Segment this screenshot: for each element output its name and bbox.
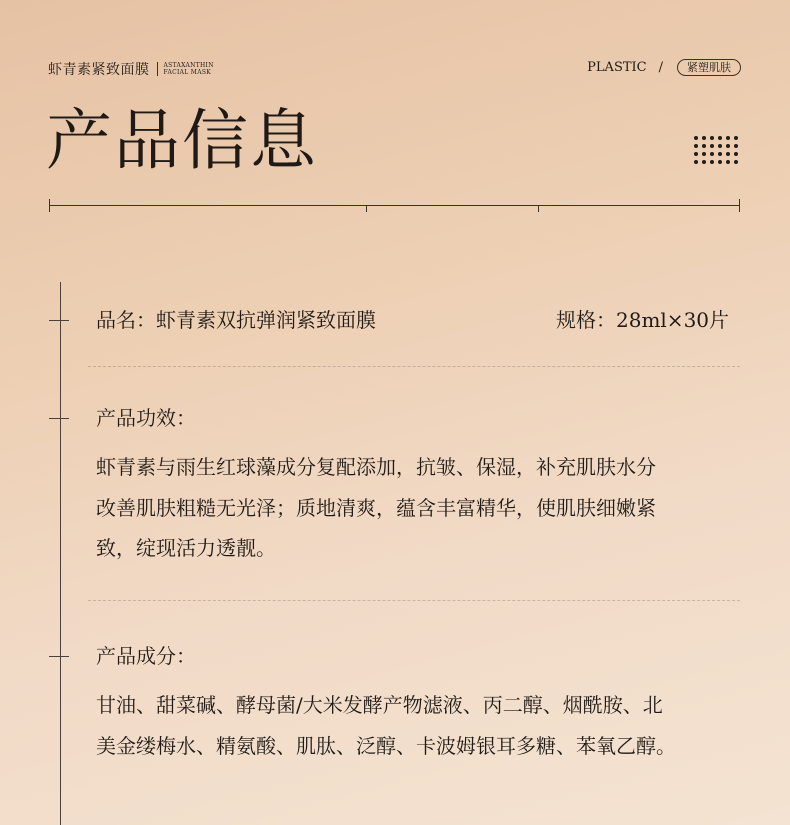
dot (710, 136, 714, 140)
brand-name-cn: 虾青素紧致面膜 (48, 62, 150, 78)
dot (718, 136, 722, 140)
dot (734, 136, 738, 140)
dot (710, 144, 714, 148)
ingredients-text (96, 685, 716, 766)
dot (702, 136, 706, 140)
dot (718, 152, 722, 156)
dot (694, 152, 698, 156)
timeline-marker-product (49, 320, 69, 321)
efficacy-line: 虾青素与雨生红球藻成分复配添加，抗皱、保湿，补充肌肤水分 (96, 455, 656, 479)
timeline-vertical-line (60, 282, 61, 825)
ingredients-line: 甘油、甜菜碱、酵母菌/大米发酵产物滤液、丙二醇、烟酰胺、北 (96, 693, 663, 717)
ruler-tick-mid-1 (366, 205, 367, 212)
section-divider (88, 600, 740, 601)
brand-en-line-1: ASTAXANTHIN (163, 62, 214, 69)
dot (726, 144, 730, 148)
dot-grid-decoration (694, 136, 738, 164)
dot (726, 136, 730, 140)
page-title: 产品信息 (46, 102, 318, 179)
efficacy-label: 产品功效： (96, 406, 196, 430)
ruler-tick-left (49, 199, 50, 212)
top-right-tag (587, 59, 741, 76)
tag-en: PLASTIC (587, 60, 647, 75)
efficacy-line: 致，绽现活力透靓。 (96, 536, 276, 560)
brand-block (48, 59, 224, 79)
ruler-tick-mid-2 (538, 205, 539, 212)
dot (734, 152, 738, 156)
efficacy-line: 改善肌肤粗糙无光泽；质地清爽，蕴含丰富精华，使肌肤细嫩紧 (96, 495, 656, 520)
dot (702, 144, 706, 148)
dot (718, 144, 722, 148)
brand-en-line-2: FACIAL MASK (163, 69, 212, 76)
ingredients-label: 产品成分： (96, 644, 196, 668)
dot (710, 152, 714, 156)
dot (694, 144, 698, 148)
dot (702, 160, 706, 164)
dot (710, 160, 714, 164)
dot (702, 152, 706, 156)
tag-slash: / (658, 60, 663, 75)
brand-name-en (164, 62, 224, 76)
dot (718, 160, 722, 164)
brand-separator (157, 62, 158, 76)
dot (694, 136, 698, 140)
timeline-marker-ingredients (49, 656, 69, 657)
timeline-marker-efficacy (49, 418, 69, 419)
ruler-tick-right (739, 199, 740, 212)
dot (726, 152, 730, 156)
ruler-line (49, 205, 740, 206)
section-divider (88, 366, 740, 367)
ingredients-line: 美金缕梅水、精氨酸、肌肽、泛醇、卡波姆银耳多糖、苯氧乙醇。 (96, 733, 676, 758)
dot (734, 144, 738, 148)
product-name: 品名：虾青素双抗弹润紧致面膜 (96, 308, 376, 332)
efficacy-text (96, 447, 716, 569)
tag-pill: 紧塑肌肤 (677, 59, 741, 76)
product-spec: 规格：28ml×30片 (556, 308, 730, 332)
dot (726, 160, 730, 164)
dot (694, 160, 698, 164)
dot (734, 160, 738, 164)
